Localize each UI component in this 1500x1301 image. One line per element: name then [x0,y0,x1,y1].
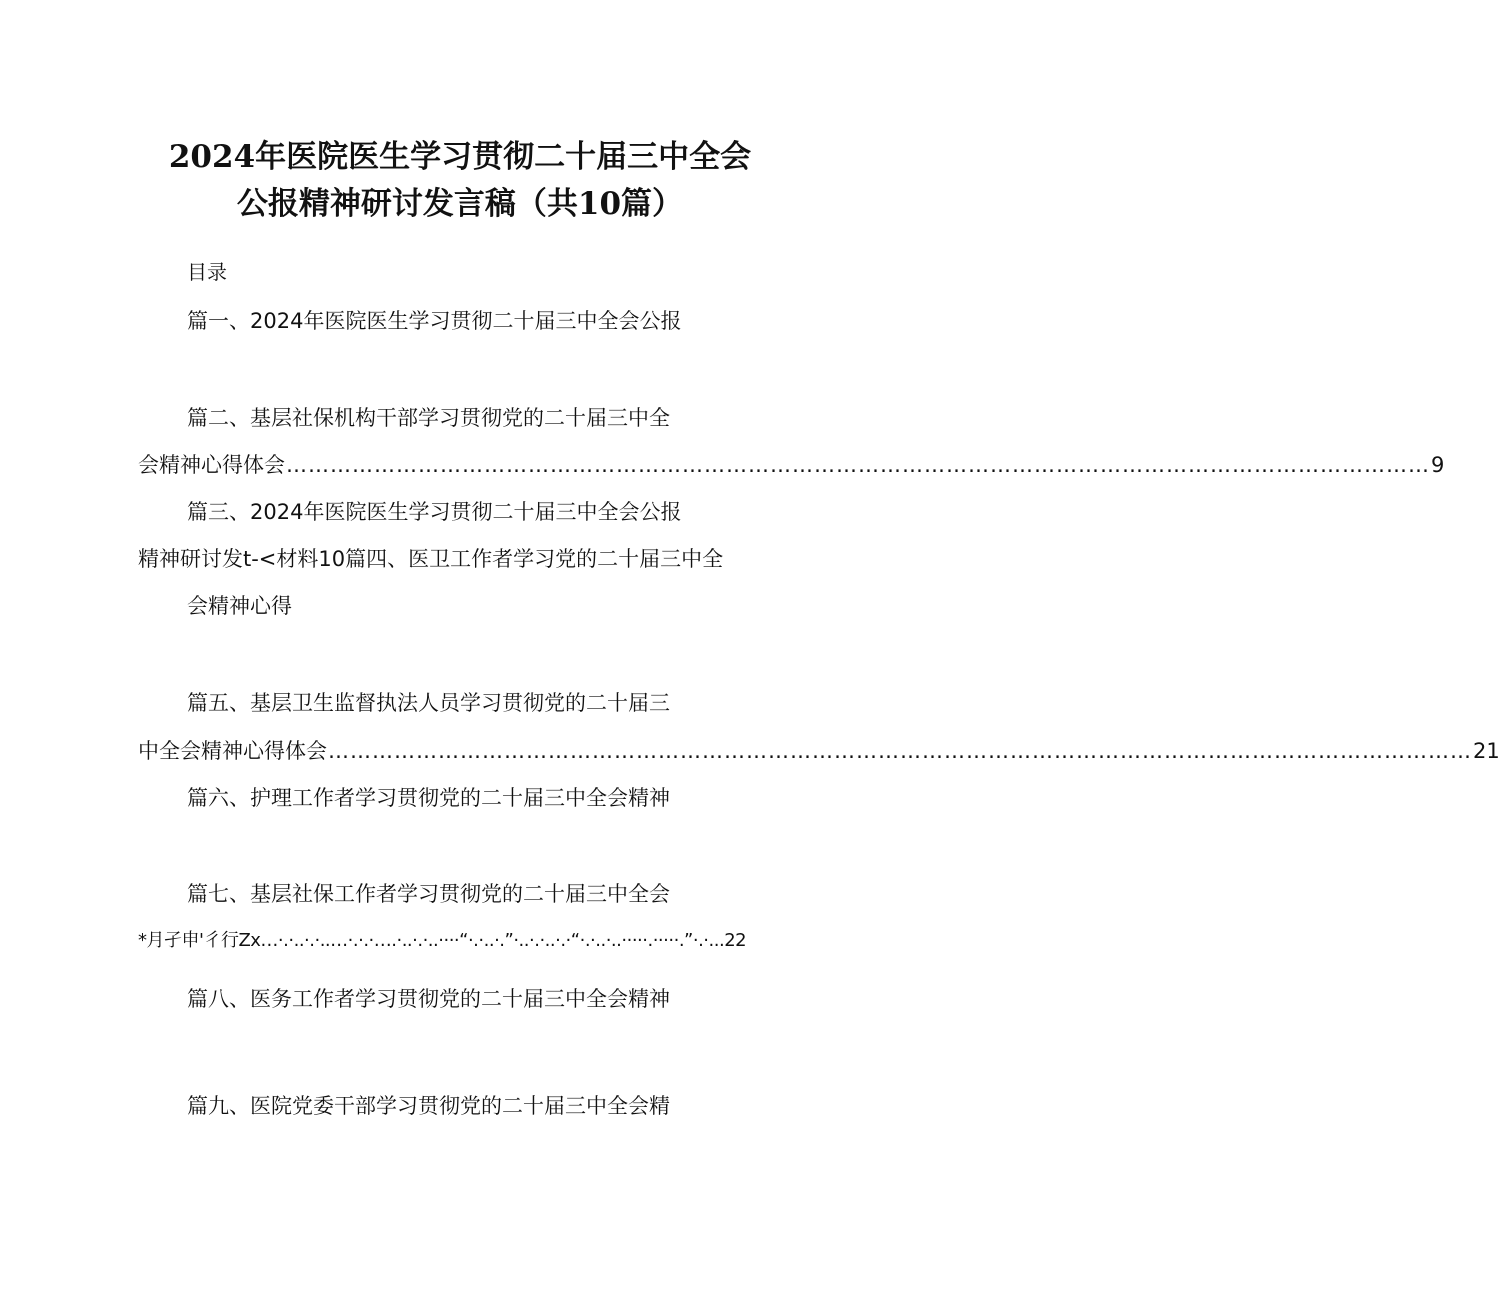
document-title-line-1: 2024年医院医生学习贯彻二十届三中全会 [168,139,752,175]
toc-entry-3-line-1[interactable]: 篇三、2024年医院医生学习贯彻二十届三中全会公报 [187,500,682,524]
toc-entry-5-line-1[interactable]: 篇五、基层卫生监督执法人员学习贯彻党的二十届三 [187,691,670,715]
toc-entry-4-line-2[interactable]: 会精神心得 [187,594,292,618]
toc-entry-5-text: 中全会精神心得体会 [138,739,327,763]
toc-entry-5-line-2[interactable] [138,737,1500,765]
toc-entry-3-line-2[interactable]: 精神研讨发t-<材料10篇四、医卫工作者学习党的二十届三中全 [138,547,724,571]
toc-entry-1[interactable]: 篇一、2024年医院医生学习贯彻二十届三中全会公报 [187,309,682,333]
document-title-line-2: 公报精神研讨发言稿（共10篇） [236,186,684,222]
toc-entry-7-line-1[interactable]: 篇七、基层社保工作者学习贯彻党的二十届三中全会 [187,882,670,906]
toc-entry-2-text: 会精神心得体会 [138,453,285,477]
toc-heading: 目录 [187,260,227,284]
toc-entry-9[interactable]: 篇九、医院党委干部学习贯彻党的二十届三中全会精 [187,1094,670,1118]
toc-entry-2-line-2[interactable] [138,451,1445,479]
toc-entry-8[interactable]: 篇八、医务工作者学习贯彻党的二十届三中全会精神 [187,987,670,1011]
toc-entry-5-page-number: 21 [1473,739,1500,763]
dot-leader: ………………………………………………………………………………………………………………………………………… [328,739,1472,763]
toc-entry-2-line-1[interactable]: 篇二、基层社保机构干部学习贯彻党的二十届三中全 [187,406,670,430]
toc-entry-7-line-2[interactable]: *月孑申'彳行Zx…·.·..·.·..…·.·.·….·..·.·..····“·.·..·.”·..·.·..·.·“·.·..·..·····.·····.”·.·...22 [138,930,747,951]
toc-entry-2-page-number: 9 [1431,453,1445,477]
toc-entry-6[interactable]: 篇六、护理工作者学习贯彻党的二十届三中全会精神 [187,786,670,810]
dot-leader: ………………………………………………………………………………………………………………………………………… [286,453,1430,477]
